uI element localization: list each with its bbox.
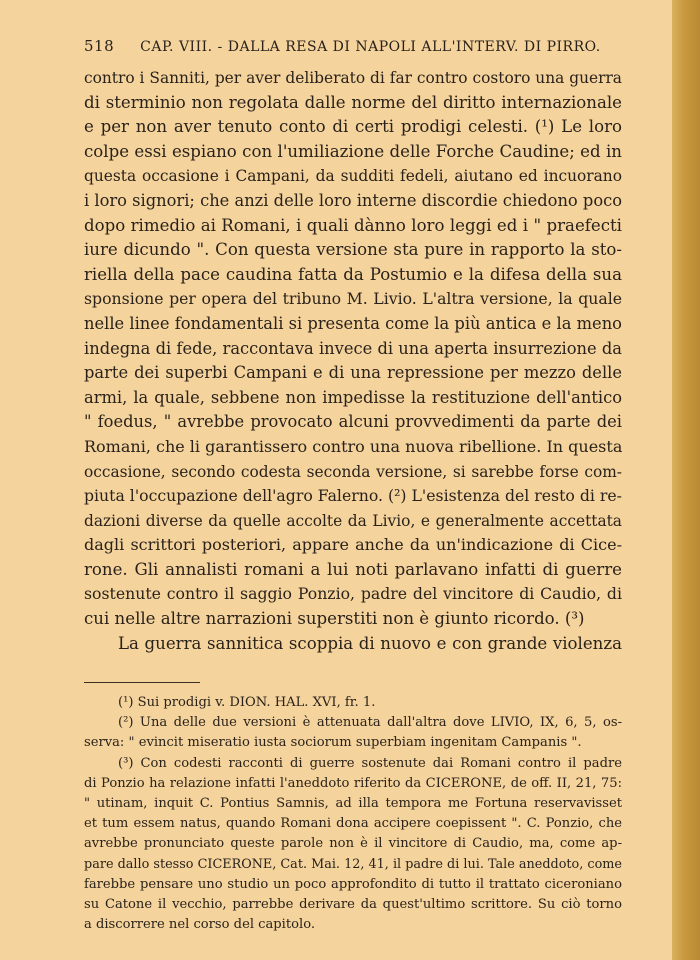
footnote-3-continuation: avrebbe pronunciato queste parole non è il vincitore di Caudio, ma, come ap-	[84, 836, 622, 852]
footnote-2: (²) Una delle due versioni è attenuata dall'altra dove LIVIO, IX, 6, 5, os-	[118, 715, 622, 731]
text-line: dazioni diverse da quelle accolte da Livio, e generalmente accettata	[84, 511, 622, 530]
text-line: questa occasione i Campani, da sudditi fedeli, aiutano ed incuorano	[84, 167, 622, 186]
text-line: sponsione per opera del tribuno M. Livio. L'altra versione, la quale	[84, 289, 622, 309]
text-line: piuta l'occupazione dell'agro Falerno. (²) L'esistenza del resto di re-	[84, 486, 622, 506]
page-number: 518	[84, 37, 115, 55]
footnote-divider	[84, 682, 200, 683]
footnote-1: (¹) Sui prodigi v. DION. HAL. XVI, fr. 1.	[118, 695, 376, 710]
footnote-3-continuation: di Ponzio ha relazione infatti l'aneddoto riferito da CICERONE, de off. II, 21, 75:	[84, 775, 622, 791]
footnote-3-continuation: a discorrere nel corso del capitolo.	[84, 917, 316, 933]
text-line: e per non aver tenuto conto di certi prodigi celesti. (¹) Le loro	[84, 117, 622, 137]
text-line: " foedus, " avrebbe provocato alcuni provvedimenti da parte dei	[84, 412, 622, 432]
text-line: colpe essi espiano con l'umiliazione delle Forche Caudine; ed in	[84, 141, 622, 161]
text-line: Romani, che li garantissero contro una nuova ribellione. In questa	[84, 436, 623, 456]
footnote-3-continuation: pare dallo stesso CICERONE, Cat. Mai. 12, 41, il padre di lui. Tale aneddoto, come	[84, 856, 622, 872]
footnote-2-continuation: serva: " evincit miseratio iusta sociorum superbiam ingenitam Campanis ".	[84, 735, 582, 751]
footnote-3-continuation: su Catone il vecchio, parrebbe derivare da quest'ultimo scrittore. Su ciò torno	[84, 896, 622, 912]
text-line: occasione, secondo codesta seconda versione, si sarebbe forse com-	[84, 462, 622, 481]
text-line: contro i Sanniti, per aver deliberato di far contro costoro una guerra	[84, 69, 622, 87]
text-line: dagli scrittori posteriori, appare anche da un'indicazione di Cice-	[84, 535, 622, 555]
text-line: indegna di fede, raccontava invece di una aperta insurrezione da	[84, 338, 622, 358]
footnote-3-continuation: farebbe pensare uno studio un poco approfondito di tutto il trattato ciceroniano	[84, 876, 622, 892]
text-line: armi, la quale, sebbene non impedisse la restituzione dell'antico	[84, 387, 622, 407]
page-header	[84, 37, 644, 55]
text-line: riella della pace caudina fatta da Postumio e la difesa della sua	[84, 264, 622, 284]
text-line: di sterminio non regolata dalle norme del diritto internazionale	[84, 92, 622, 112]
footnote-3-continuation: et tum essem natus, quando Romani dona accipere coepissent ". C. Ponzio, che	[84, 816, 622, 832]
paragraph-start-line: La guerra sannitica scoppia di nuovo e con grande violenza	[118, 633, 622, 653]
text-line: rone. Gli annalisti romani a lui noti parlavano infatti di guerre	[84, 559, 622, 579]
text-line: iure dicundo ". Con questa versione sta pure in rapporto la sto-	[84, 240, 622, 260]
footnotes	[84, 693, 622, 935]
text-line: parte dei superbi Campani e di una repressione per mezzo delle	[84, 363, 622, 383]
main-text	[84, 66, 622, 656]
text-line: cui nelle altre narrazioni superstiti non è giunto ricordo. (³)	[84, 609, 585, 629]
page-edge-shadow	[672, 0, 700, 960]
text-line: i loro signori; che anzi delle loro interne discordie chiedono poco	[84, 190, 623, 210]
running-title: CAP. VIII. - DALLA RESA DI NAPOLI ALL'INTERV. DI PIRRO.	[140, 39, 601, 55]
footnote-3: (³) Con codesti racconti di guerre sostenute dai Romani contro il padre	[118, 755, 622, 771]
text-line: sostenute contro il saggio Ponzio, padre del vincitore di Caudio, di	[84, 584, 622, 604]
text-line: nelle linee fondamentali si presenta come la più antica e la meno	[84, 313, 622, 333]
footnote-3-continuation: " utinam, inquit C. Pontius Samnis, ad illa tempora me Fortuna reservavisset	[84, 795, 622, 811]
text-line: dopo rimedio ai Romani, i quali dànno loro leggi ed i " praefecti	[84, 215, 622, 235]
